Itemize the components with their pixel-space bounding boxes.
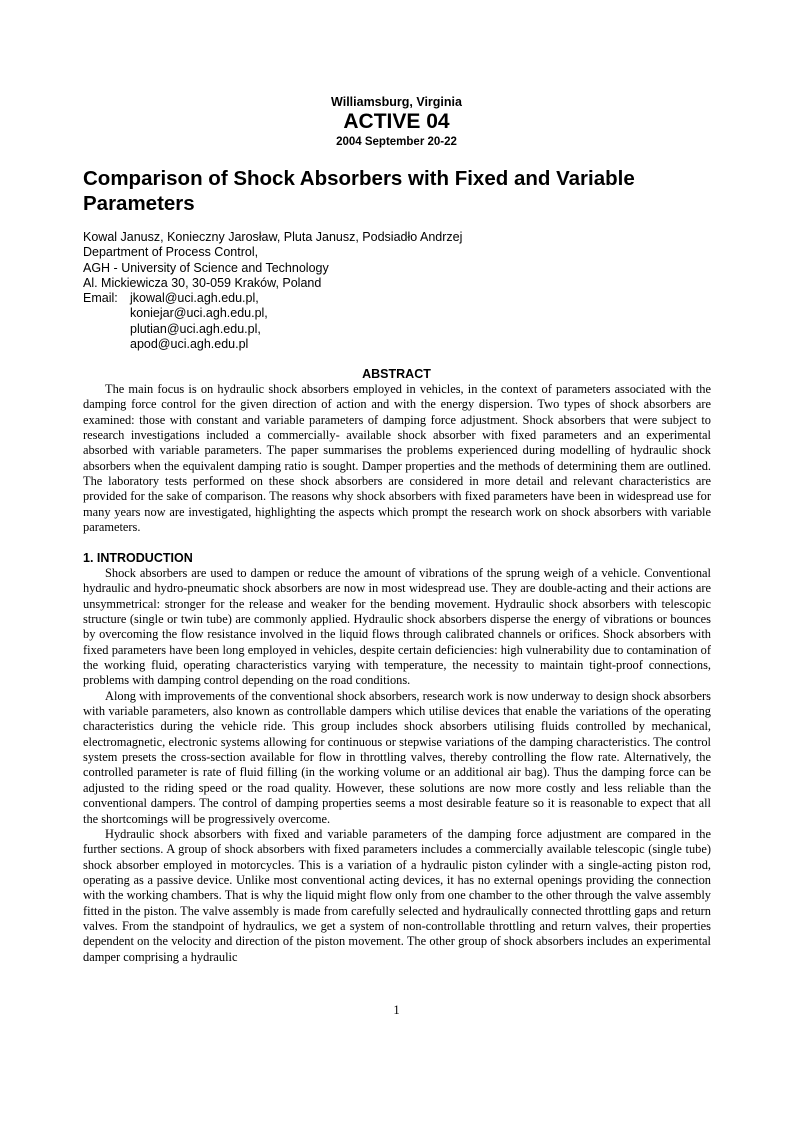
paper-title: Comparison of Shock Absorbers with Fixed and Variable Parameters — [83, 167, 635, 215]
email-list — [130, 291, 268, 352]
email-row — [83, 291, 462, 352]
paragraph: Along with improvements of the conventional shock absorbers, research work is now underway to design shock absorbers with variable parameters, also known as controllable dampers which utilise devices that enable the variations of the operating characteristics during the vehicle ride. This group includes shock absorbers utilising fluids controlled by mechanical, electromagnetic, electronic systems allowing for continuous or stepwise variations of the damping characteristics. The control system presets the cross-section available for flow in throttling valves, thereby controlling the flow rate. Alternatively, the controlled parameter is rate of fluid filling (in the working volume or an additional air bag). Thus the damping force can be adjusted to the riding speed or the road quality. However, these solutions are now more costly and less reliable than the conventional dampers. The control of damping properties seems a most desirable feature so it is reasonable to expect that all the shortcomings will be progressively overcome. — [83, 688, 711, 826]
email-label: Email: — [83, 291, 118, 306]
abstract-body — [83, 382, 711, 535]
email-address[interactable]: apod@uci.agh.edu.pl — [130, 337, 249, 352]
paragraph: Shock absorbers are used to dampen or reduce the amount of vibrations of the sprung weigh of a vehicle. Conventional hydraulic and hydro-pneumatic shock absorbers are now in most widespread use. They are double-acting and their actions are unsymmetrical: stronger for the release and weaker for the bending movement. Hydraulic shock absorbers with telescopic structure (single or twin tube) are commonly applied. Hydraulic shock absorbers disperse the energy of vibrations or bounces by overcoming the flow resistance involved in the liquid flows through calibrated channels or orifices. Shock absorbers with fixed parameters have been long employed in vehicles, despite certain deficiencies: high vulnerability due to contamination of the working fluid, operating characteristics varying with temperature, the necessity to maintain tight-proof connections, problems with damping control depending on the road conditions. — [83, 566, 711, 688]
paragraph: Hydraulic shock absorbers with fixed and variable parameters of the damping force adjustment are compared in the further sections. A group of shock absorbers with fixed parameters includes a commercially available telescopic (single tube) shock absorber employed in motorcycles. This is a variation of a hydraulic piston cylinder with a single-acting piston rod, operating as a passive device. Unlike most conventional acting devices, it has no external openings providing the connection with the working chambers. That is why the liquid might flow only from one chamber to the other through the valve assembly fitted in the piston. The valve assembly is made from carefully selected and hydraulically connected throttling gaps and return valves. From the standpoint of hydraulics, we get a system of non-controllable throttling and return valves, their properties dependent on the velocity and direction of the piston movement. The other group of shock absorbers includes an experimental damper comprising a hydraulic — [83, 826, 711, 964]
page-number: 1 — [393, 1003, 400, 1017]
author-block — [83, 230, 462, 352]
abstract-heading: ABSTRACT — [362, 367, 431, 381]
introduction-body — [83, 566, 711, 965]
abstract-paragraph: The main focus is on hydraulic shock absorbers employed in vehicles, in the context of parameters associated with the damping force control for the given direction of action and with the energy dispersion. Two types of shock absorbers are examined: those with constant and variable parameters of damping force adjustment. Shock absorbers that were subject to research investigations included a commercially- available shock absorber with fixed parameters and an experimental absorbed with variable parameters. The paper summarises the problems experienced during modelling of hydraulic shock absorbers when the equivalent damping ratio is sought. Damper properties and the methods of determining them are outlined. The laboratory tests performed on these shock absorbers are considered in more detail and relevant characteristics are provided for the sake of comparison. The reasons why shock absorbers with fixed parameters have been in widespread use for many years now are investigated, highlighting the aspects which prompt the research work on shock absorbers with variable parameters. — [83, 382, 711, 535]
university: AGH - University of Science and Technology — [83, 260, 329, 275]
conference-date: 2004 September 20-22 — [336, 136, 457, 148]
introduction-heading: 1. INTRODUCTION — [83, 551, 193, 565]
address: Al. Mickiewicza 30, 30-059 Kraków, Poland — [83, 275, 322, 290]
email-address[interactable]: koniejar@uci.agh.edu.pl, — [130, 306, 268, 321]
email-address[interactable]: plutian@uci.agh.edu.pl, — [130, 321, 261, 336]
email-address[interactable]: jkowal@uci.agh.edu.pl, — [130, 291, 259, 306]
conference-place: Williamsburg, Virginia — [331, 95, 462, 109]
department: Department of Process Control, — [83, 245, 259, 260]
authors: Kowal Janusz, Konieczny Jarosław, Pluta Janusz, Podsiadło Andrzej — [83, 230, 463, 244]
conference-name: ACTIVE 04 — [343, 110, 450, 133]
